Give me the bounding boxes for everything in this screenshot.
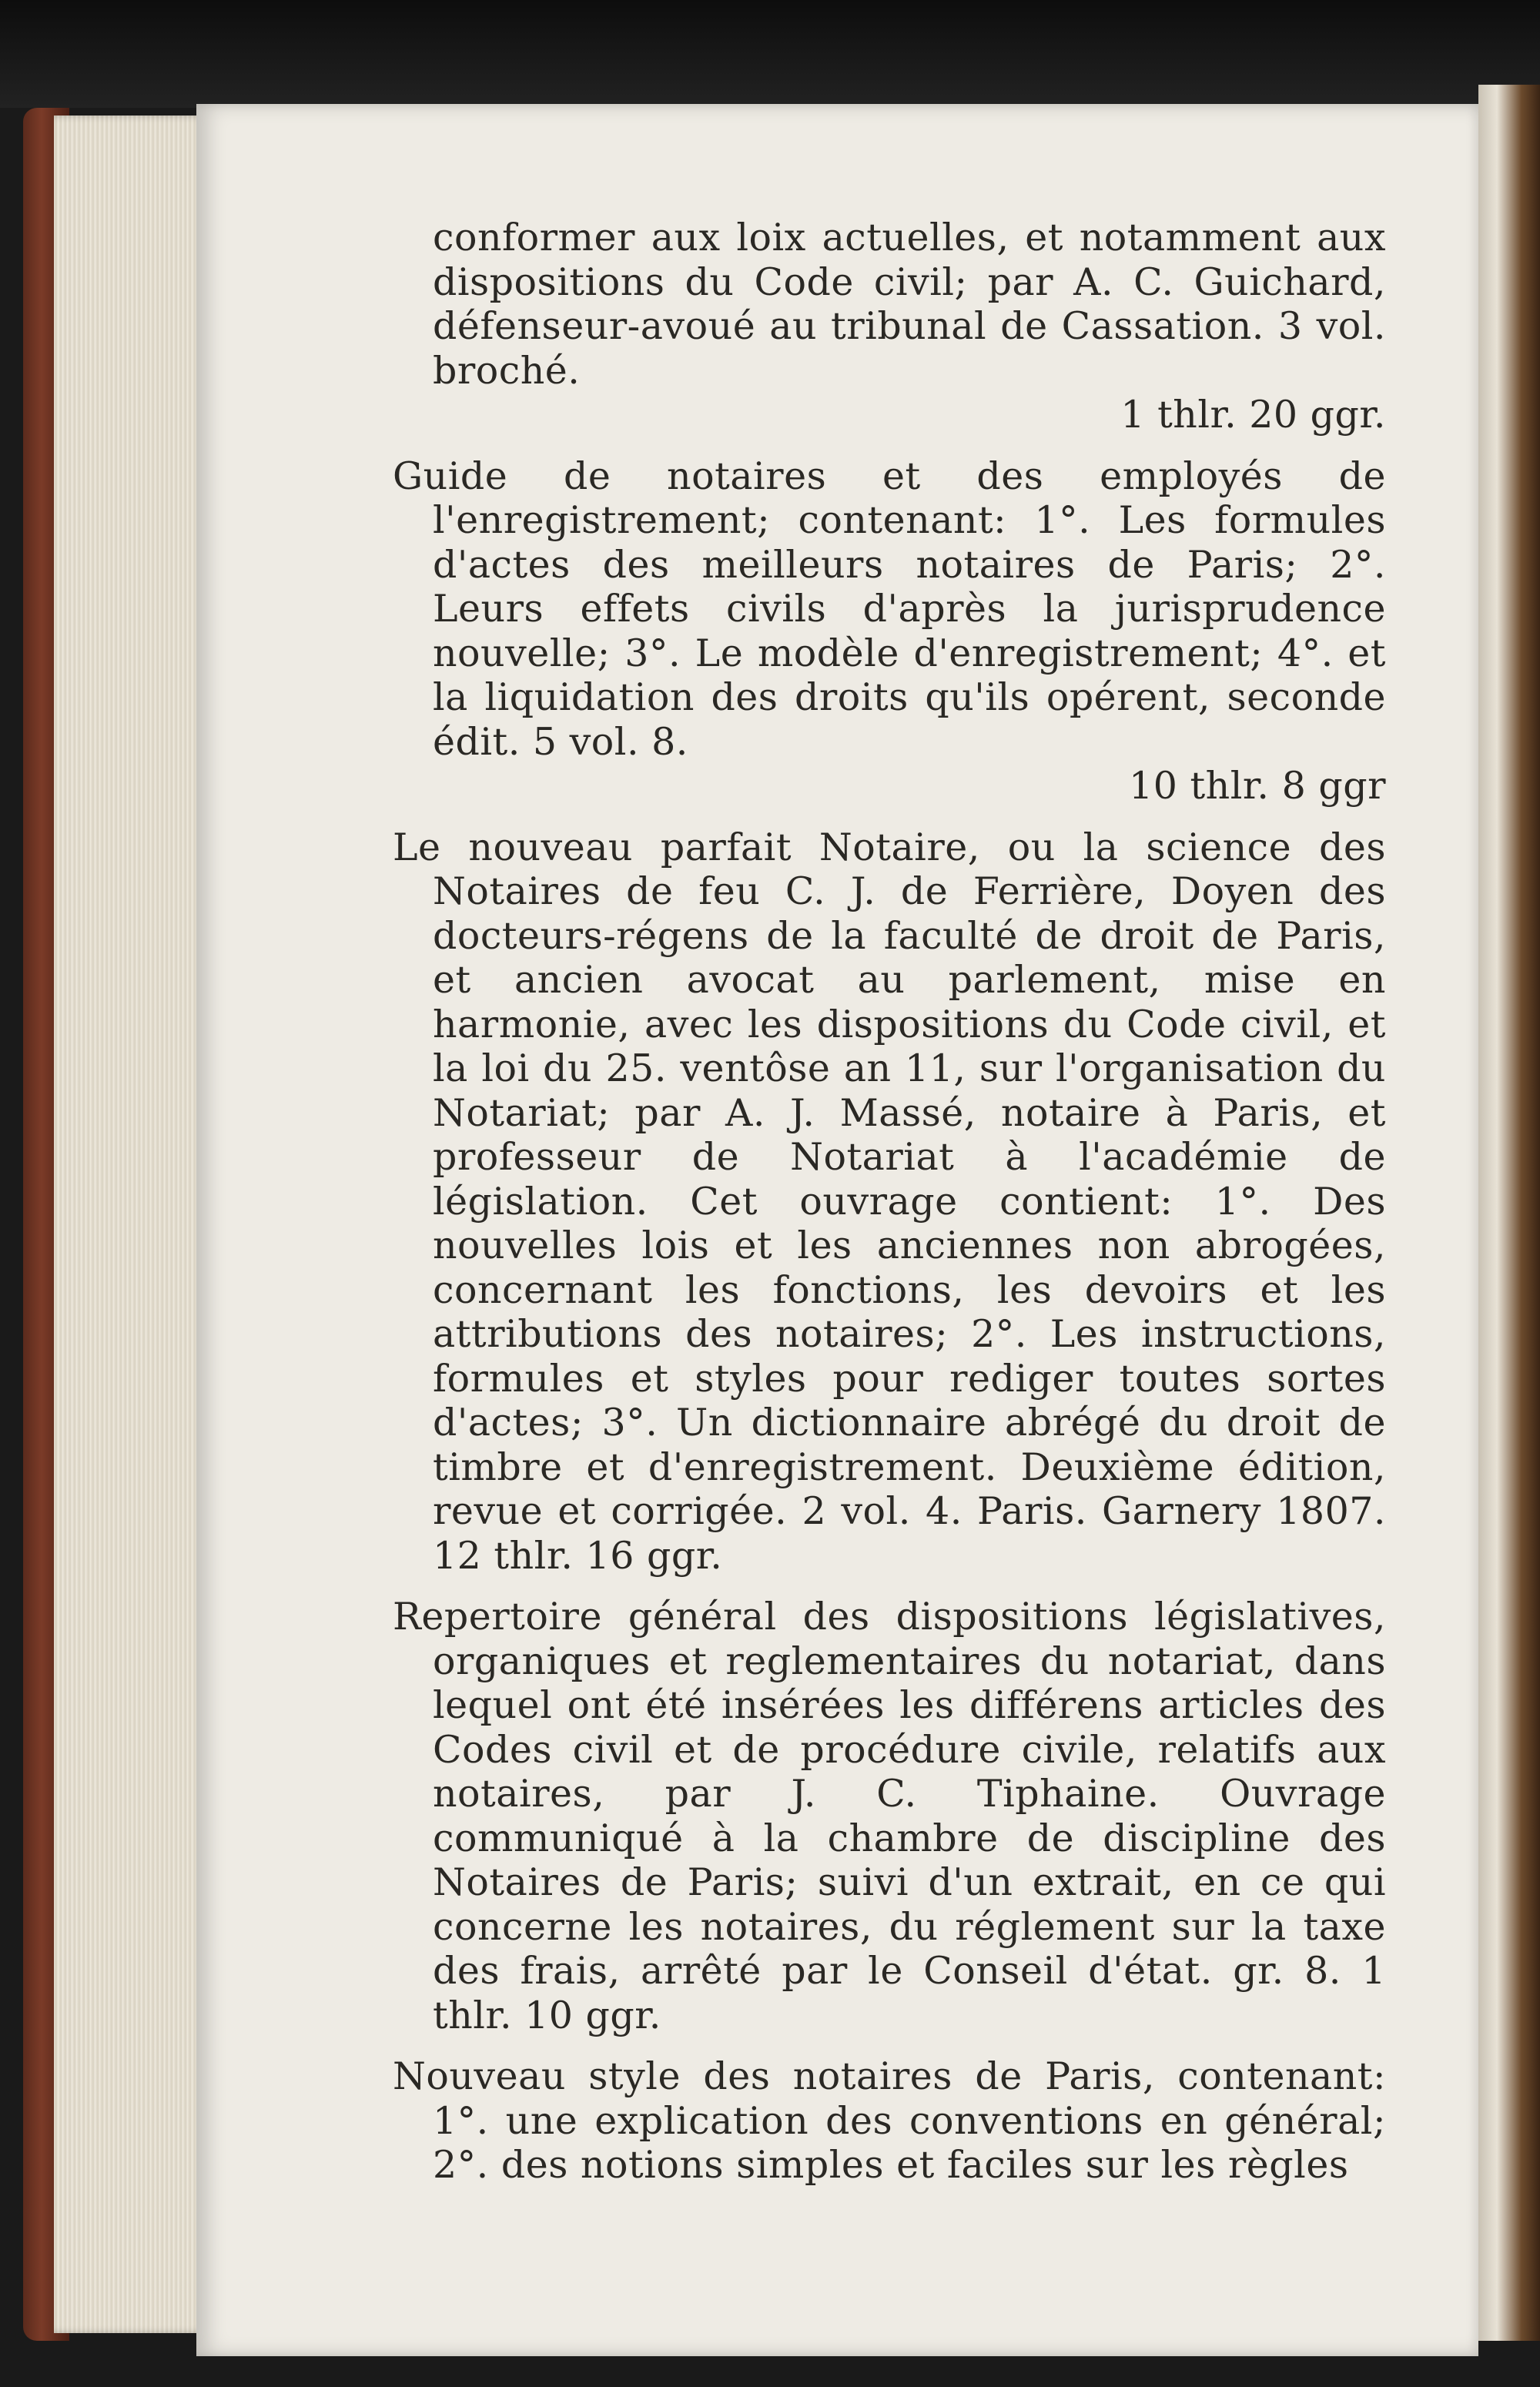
entry-price: 1 thlr. 20 ggr. xyxy=(1120,393,1386,437)
page-text xyxy=(393,216,1386,2205)
catalog-entry xyxy=(393,825,1386,1578)
catalog-entry xyxy=(393,454,1386,808)
facing-page-edge xyxy=(1478,85,1540,2341)
entry-text: Repertoire général des dispositions législatives, organiques et reglementaires du notariat, dans lequel ont été insérées les différens articles des Codes civil et de procédure civile, relatifs aux notaires, par J. C. Tiphaine. Ouvrage communiqué à la chambre de discipline des Notaires de Paris; suivi d'un extrait, en ce qui concerne les notaires, du réglement sur la taxe des frais, arrêté par le Conseil d'état. gr. 8. 1 thlr. 10 ggr. xyxy=(393,1595,1386,2037)
entry-text: Nouveau style des notaires de Paris, contenant: 1°. une explication des conventions en général; 2°. des notions simples et faciles sur les règles xyxy=(393,2054,1386,2187)
entry-text: Le nouveau parfait Notaire, ou la science des Notaires de feu C. J. de Ferrière, Doyen des docteurs-régens de la faculté de droit de Paris, et ancien avocat au parlement, mise en harmonie, avec les dispositions du Code civil, et la loi du 25. ventôse an 11, sur l'organisation du Notariat; par A. J. Massé, notaire à Paris, et professeur de Notariat à l'académie de législation. Cet ouvrage contient: 1°. Des nouvelles lois et les anciennes non abrogées, concernant les fonctions, les devoirs et les attributions des notaires; 2°. Les instructions, formules et styles pour rediger toutes sortes d'actes; 3°. Un dictionnaire abrégé du droit de timbre et d'enregistrement. Deuxième édition, revue et corrigée. 2 vol. 4. Paris. Garnery 1807. 12 thlr. 16 ggr. xyxy=(393,825,1386,1578)
entry-text: conformer aux loix actuelles, et notamment aux dispositions du Code civil; par A. C. Guichard, défenseur-avoué au tribunal de Cassation. 3 vol. broché. xyxy=(433,216,1386,393)
catalog-entry xyxy=(393,1595,1386,2037)
dark-backdrop xyxy=(0,0,1540,108)
catalog-entry xyxy=(393,216,1386,437)
entry-price: 10 thlr. 8 ggr xyxy=(1129,764,1386,808)
page-block-edges xyxy=(54,116,208,2333)
entry-text: Guide de notaires et des employés de l'enregistrement; contenant: 1°. Les formules d'actes des meilleurs notaires de Paris; 2°. Leurs effets civils d'après la jurisprudence nouvelle; 3°. Le modèle d'enregistrement; 4°. et la liquidation des droits qu'ils opérent, seconde édit. 5 vol. 8. xyxy=(393,454,1386,764)
catalog-entry xyxy=(393,2054,1386,2188)
